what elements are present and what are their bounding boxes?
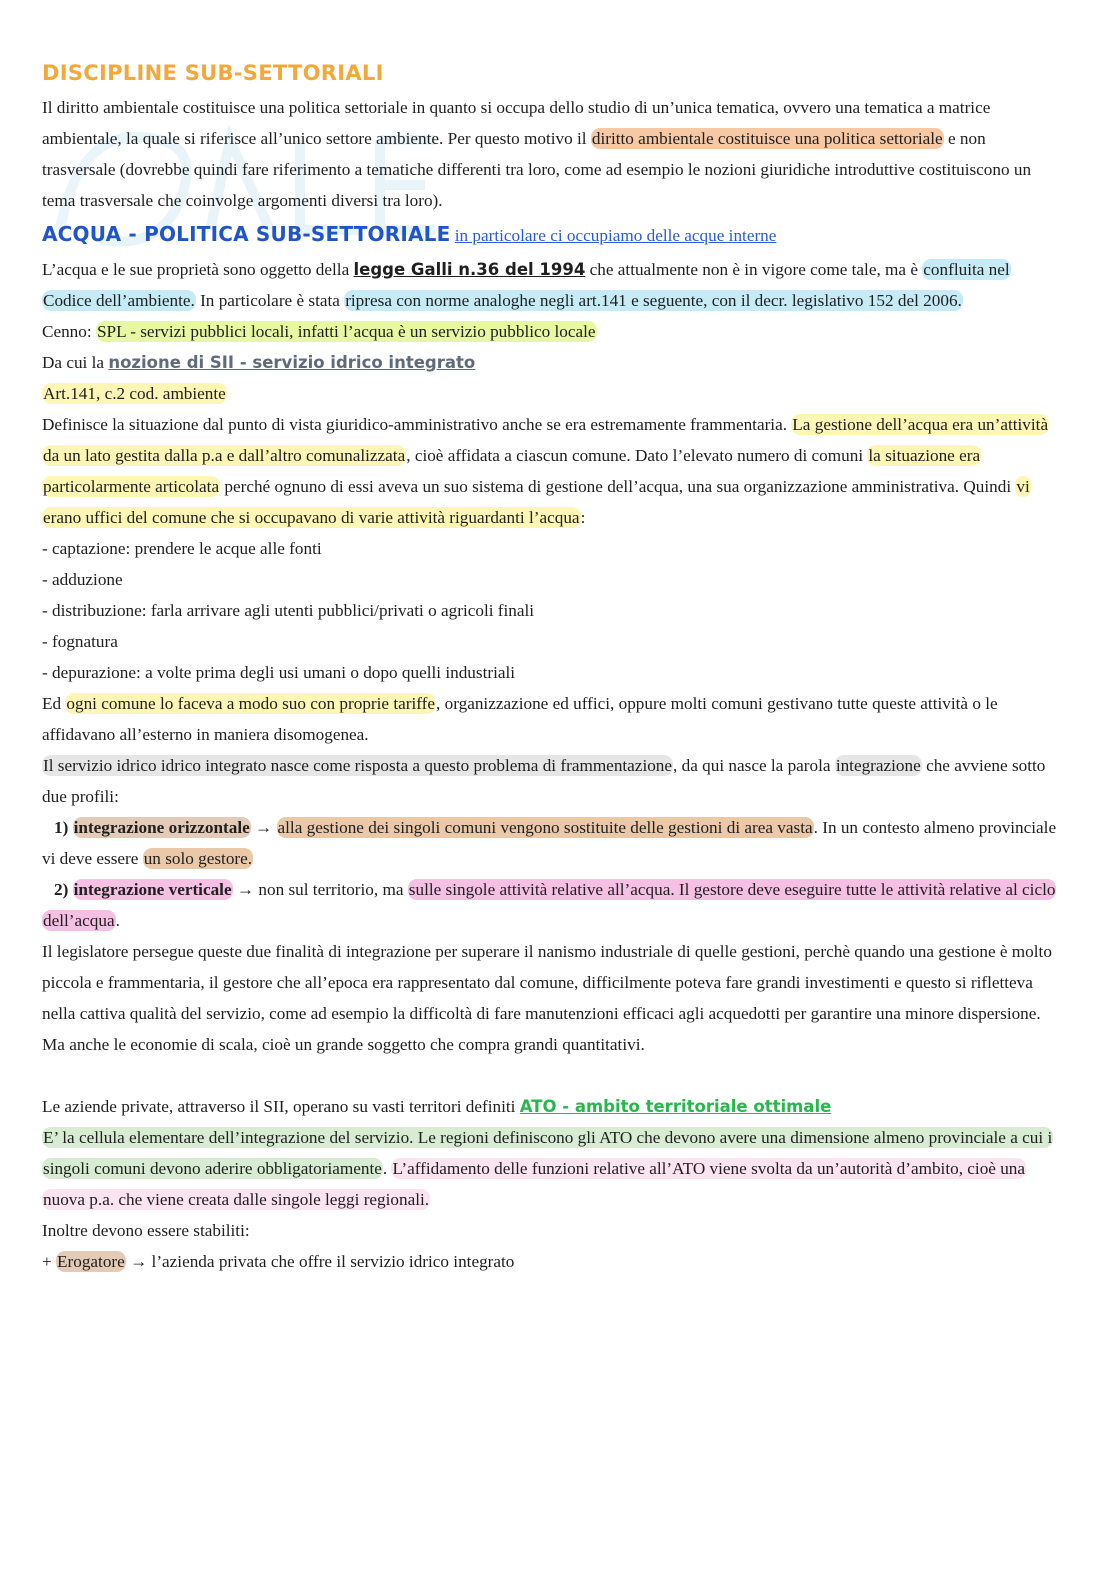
text-run: perché ognuno di essi aveva un suo sistema di gestione dell’acqua, una sua organizzazione amministrativa. Quindi	[220, 477, 1016, 496]
highlight-blue: ripresa con norme analoghe negli art.141 e seguente, con il decr. legislativo 152 del 2006.	[345, 291, 962, 310]
text-run: L’acqua e le sue proprietà sono oggetto della	[42, 260, 354, 279]
section-title-discipline: DISCIPLINE SUB-SETTORIALI	[42, 61, 384, 85]
numbered-item-verticale	[42, 874, 1062, 936]
spacer	[42, 1060, 1062, 1091]
arrow: →	[250, 818, 277, 837]
paragraph-aziende-private	[42, 1091, 1062, 1122]
document-body	[42, 56, 1062, 1277]
highlight-green: E’ la cellula elementare dell’integrazione del servizio. Le regioni definiscono gli ATO che devono avere una dimensione almeno provinciale a cui i singoli comuni devono aderire obbligatoriamente	[43, 1128, 1053, 1178]
subtitle-link-acque-interne[interactable]: in particolare ci occupiamo delle acque interne	[454, 226, 777, 245]
highlight-tan: Erogatore	[57, 1252, 125, 1271]
list-item: - depurazione: a volte prima degli usi umani o dopo quelli industriali	[42, 663, 516, 682]
item-number: 1)	[54, 818, 69, 837]
link-ato[interactable]: ATO - ambito territoriale ottimale	[519, 1097, 832, 1116]
paragraph-legge-galli	[42, 254, 1062, 316]
text-run: non sul territorio, ma	[258, 880, 408, 899]
paragraph-sii-nasce	[42, 750, 1062, 812]
highlight-orange: diritto ambientale costituisce una politica settoriale	[591, 129, 943, 148]
text-run: che attualmente non è in vigore come tale, ma è	[585, 260, 923, 279]
paragraph-da-cui	[42, 347, 1062, 378]
paragraph-inoltre: Inoltre devono essere stabiliti:	[42, 1221, 250, 1240]
highlight-yellow: La gestione dell’acqua era un’attività da un lato gestita dalla p.a e dall’altro comunalizzata	[43, 415, 1049, 465]
text-run: Le aziende private, attraverso il SII, operano su vasti territori definiti	[42, 1097, 520, 1116]
paragraph-cenno	[42, 316, 1062, 347]
paragraph-ogni-comune	[42, 688, 1062, 750]
paragraph-erogatore	[42, 1246, 1062, 1277]
text-run: In particolare è stata	[195, 291, 345, 310]
text-run: .	[115, 911, 120, 930]
highlight-light-pink: L’affidamento delle funzioni relative all’ATO viene svolta da un’autorità d’ambito, cioè una nuova p.a. che viene creata dalle singole leggi regionali.	[43, 1159, 1026, 1209]
text-run: e non trasversale (dovrebbe quindi fare riferimento a tematiche differenti tra loro, come ad esempio le nozioni giuridiche introduttive costituiscono un tema trasversale che coinvolge argomenti diversi tra loro).	[42, 129, 1032, 210]
text-run: , cioè affidata a ciascun comune. Dato l’elevato numero di comuni	[406, 446, 868, 465]
text-run: Da cui la	[42, 353, 109, 372]
list-item: - distribuzione: farla arrivare agli utenti pubblici/privati o agricoli finali	[42, 601, 535, 620]
section-title-acqua: ACQUA - POLITICA SUB-SETTORIALE	[42, 222, 451, 246]
text-run: +	[42, 1252, 56, 1271]
highlight-gray: Il servizio idrico idrico integrato nasce come risposta a questo problema di frammentazione	[43, 756, 673, 775]
highlight-yellow: ogni comune lo faceva a modo suo con proprie tariffe	[66, 694, 435, 713]
paragraph-cellula	[42, 1122, 1062, 1215]
indent	[42, 880, 54, 899]
paragraph-intro	[42, 92, 1062, 216]
paragraph-legislatore: Il legislatore persegue queste due finalità di integrazione per superare il nanismo industriale di quelle gestioni, perchè quando una gestione è molto piccola e frammentaria, il gestore che all’epoca era rappresentato dal comune, difficilmente poteva fare grandi investimenti e questo si rifletteva nella cattiva qualità del servizio, come ad esempio la difficoltà di fare manutenzioni efficaci agli acquedotti per garantire una minore dispersione. Ma anche le economie di scala, cioè un grande soggetto che compra grandi quantitativi.	[42, 942, 1052, 1054]
highlight-yellow: vi erano uffici del comune che si occupavano di varie attività riguardanti l’acqua	[43, 477, 1030, 527]
text-run: Cenno:	[42, 322, 96, 341]
term-orizzontale: integrazione orizzontale	[73, 818, 250, 837]
text-run: Il diritto ambientale costituisce una politica settoriale in quanto si occupa dello studio di un’unica tematica, ovvero una tematica a matrice ambientale, la quale si riferisce all’unico settore ambiente. Per questo motivo il	[42, 98, 991, 148]
highlight-blue: confluita nel Codice dell’ambiente.	[43, 260, 1010, 310]
item-number: 2)	[54, 880, 69, 899]
list-item: - fognatura	[42, 632, 118, 651]
indent	[42, 818, 54, 837]
term-verticale: integrazione verticale	[73, 880, 232, 899]
section-title-acqua-line	[42, 216, 1062, 254]
highlight-brown: alla gestione dei singoli comuni vengono sostituite delle gestioni di area vasta	[277, 818, 813, 837]
text-run: .	[382, 1159, 392, 1178]
text-run: Ed	[42, 694, 66, 713]
link-sii[interactable]: nozione di SII - servizio idrico integrato	[108, 353, 476, 372]
paragraph-art141	[42, 378, 1062, 409]
law-reference: legge Galli n.36 del 1994	[353, 260, 586, 279]
highlight-yellow: Art.141, c.2 cod. ambiente	[43, 384, 226, 403]
highlight-gray: integrazione	[835, 756, 921, 775]
numbered-item-orizzontale	[42, 812, 1062, 874]
arrow: →	[232, 880, 259, 899]
paragraph-definisce	[42, 409, 1062, 533]
text-run: , da qui nasce la parola	[673, 756, 835, 775]
text-run: . In un contesto almeno provinciale vi deve essere	[42, 818, 1057, 868]
text-run: che avviene sotto due profili:	[42, 756, 1046, 806]
list-item: - captazione: prendere le acque alle fonti	[42, 539, 322, 558]
text-run: :	[580, 508, 586, 527]
text-run: Definisce la situazione dal punto di vista giuridico-amministrativo anche se era estremamente frammentaria.	[42, 415, 792, 434]
highlight-lime: SPL - servizi pubblici locali, infatti l’acqua è un servizio pubblico locale	[96, 322, 596, 341]
text-run: → l’azienda privata che offre il servizio idrico integrato	[125, 1252, 515, 1271]
highlight-pink: sulle singole attività relative all’acqua. Il gestore deve eseguire tutte le attività relative al ciclo dell’acqua	[43, 880, 1056, 930]
highlight-brown: un solo gestore.	[143, 849, 253, 868]
list-item: - adduzione	[42, 570, 123, 589]
text-run: , organizzazione ed uffici, oppure molti comuni gestivano tutte queste attività o le affidavano all’esterno in maniera disomogenea.	[42, 694, 998, 744]
highlight-yellow: la situazione era particolarmente articolata	[43, 446, 981, 496]
